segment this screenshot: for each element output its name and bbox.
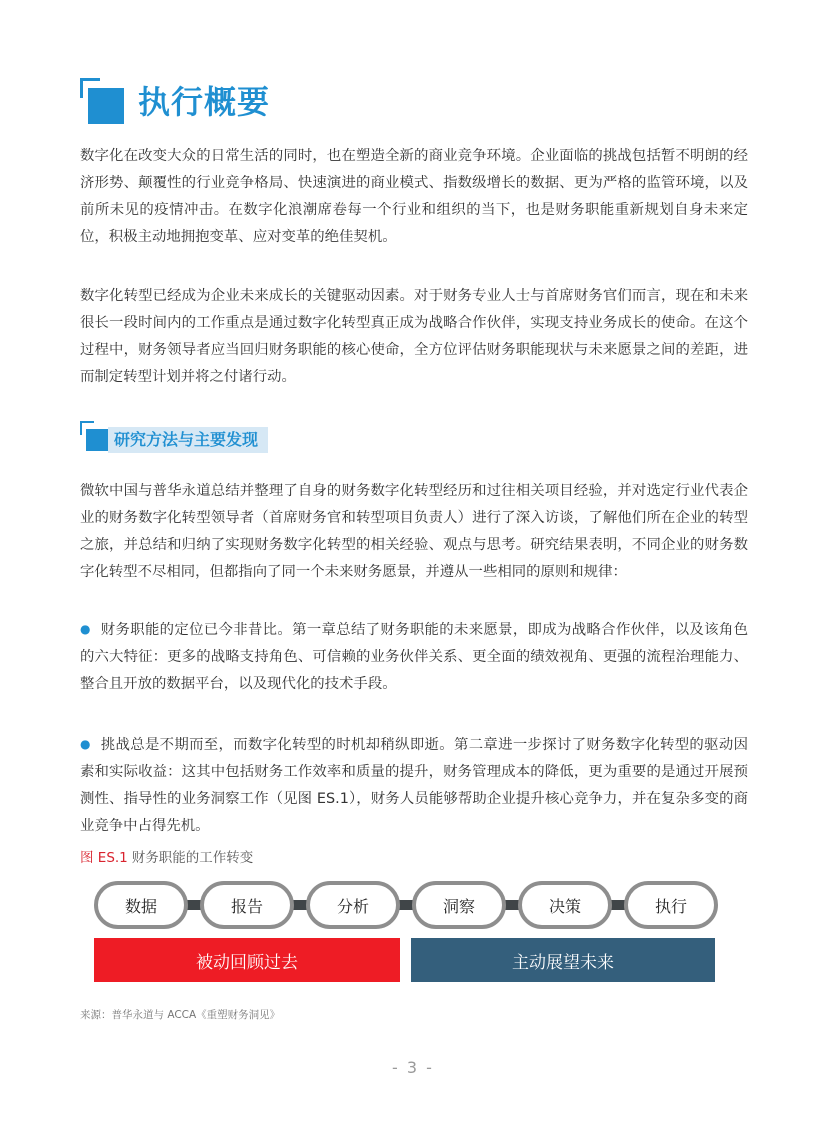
chain-diagram bbox=[94, 881, 718, 929]
subsection-heading-text: 研究方法与主要发现 bbox=[108, 427, 268, 453]
subheading-square-icon bbox=[86, 429, 108, 451]
chain-link-execution: 执行 bbox=[624, 881, 718, 929]
research-paragraph: 微软中国与普华永道总结并整理了自身的财务数字化转型经历和过往相关项目经验，并对选定行业代表企业的财务数字化转型领导者（首席财务官和转型项目负责人）进行了深入访谈，了解他们所在企业的转型之旅，并总结和归纳了实现财务数字化转型的相关经验、观点与思考。研究结果表明，不同企业的财务数字化转型不尽相同，但都指向了同一个未来财务愿景，并遵从一些相同的原则和规律： bbox=[80, 483, 748, 580]
chain-link-insight: 洞察 bbox=[412, 881, 506, 929]
heading-square-icon bbox=[88, 88, 124, 124]
chain-link-analysis: 分析 bbox=[306, 881, 400, 929]
bullet-text-2: 挑战总是不期而至，而数字化转型的时机却稍纵即逝。第二章进一步探讨了财务数字化转型的驱动因素和实际收益：这其中包括财务工作效率和质量的提升，财务管理成本的降低，更为重要的是通过开展预测性、指导性的业务洞察工作（见图 ES.1），财务人员能够帮助企业提升核心竞争力，并在复杂多变的商业竞争中占得先机。 bbox=[80, 737, 748, 834]
bullet-item-1 bbox=[80, 616, 748, 698]
passive-retrospective-box: 被动回顾过去 bbox=[94, 938, 400, 982]
bullet-dot-icon: ● bbox=[80, 622, 91, 636]
intro-paragraph-2: 数字化转型已经成为企业未来成长的关键驱动因素。对于财务专业人士与首席财务官们而言，现在和未来很长一段时间内的工作重点是通过数字化转型真正成为战略合作伙伴，实现支持业务成长的使命。在这个过程中，财务领导者应当回归财务职能的核心使命，全方位评估财务职能现状与未来愿景之间的差距，进而制定转型计划并将之付诸行动。 bbox=[80, 288, 748, 385]
proactive-forward-box: 主动展望未来 bbox=[411, 938, 715, 982]
figure-label: 图 ES.1 bbox=[80, 850, 128, 866]
figure-caption bbox=[80, 848, 253, 868]
section-heading-text: 执行概要 bbox=[138, 83, 271, 121]
figure-source: 来源：普华永道与 ACCA《重塑财务洞见》 bbox=[80, 1009, 281, 1021]
chain-link-decision: 决策 bbox=[518, 881, 612, 929]
bullet-item-2 bbox=[80, 731, 748, 840]
chain-link-report: 报告 bbox=[200, 881, 294, 929]
page-number: - 3 - bbox=[392, 1058, 434, 1077]
intro-paragraph-1: 数字化在改变大众的日常生活的同时，也在塑造全新的商业竞争环境。企业面临的挑战包括暂不明朗的经济形势、颠覆性的行业竞争格局、快速演进的商业模式、指数级增长的数据、更为严格的监管环境，以及前所未见的疫情冲击。在数字化浪潮席卷每一个行业和组织的当下，也是财务职能重新规划自身未来定位，积极主动地拥抱变革、应对变革的绝佳契机。 bbox=[80, 148, 748, 245]
figure-title: 财务职能的工作转变 bbox=[131, 850, 254, 866]
bullet-dot-icon: ● bbox=[80, 737, 91, 751]
bullet-text-1: 财务职能的定位已今非昔比。第一章总结了财务职能的未来愿景，即成为战略合作伙伴，以及该角色的六大特征：更多的战略支持角色、可信赖的业务伙伴关系、更全面的绩效视角、更强的流程治理能力、整合且开放的数据平台，以及现代化的技术手段。 bbox=[80, 622, 748, 692]
chain-link-data: 数据 bbox=[94, 881, 188, 929]
